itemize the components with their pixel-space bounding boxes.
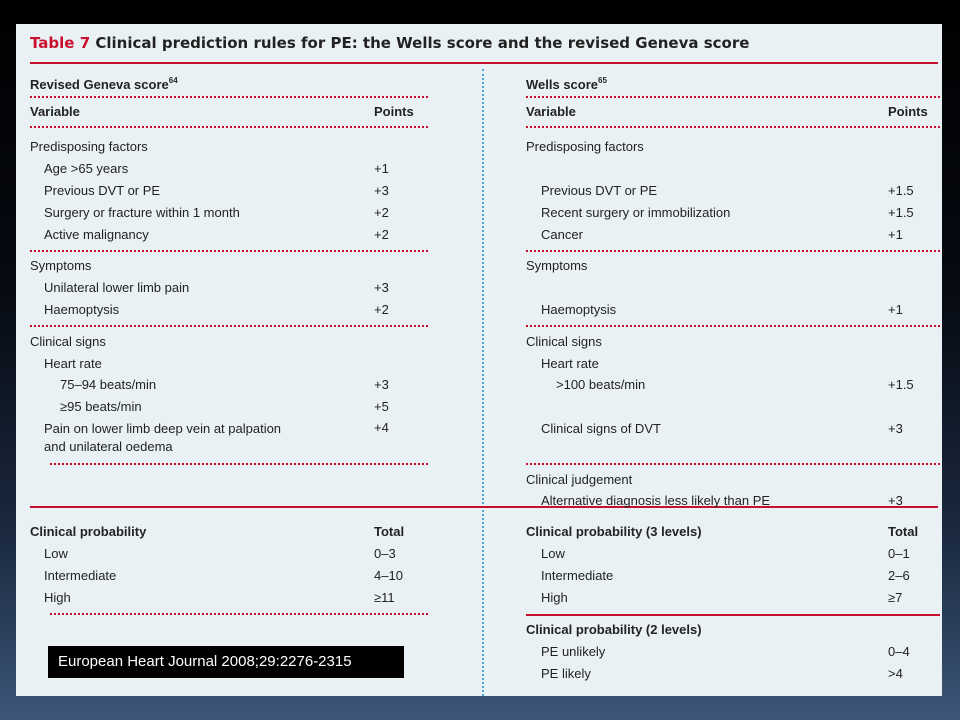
divider <box>526 463 940 465</box>
divider <box>30 325 428 327</box>
column-divider <box>482 69 484 696</box>
mid-rule <box>30 506 938 508</box>
wells-ref: 65 <box>598 76 607 85</box>
divider <box>526 614 940 616</box>
divider <box>30 126 428 128</box>
divider <box>30 96 428 98</box>
divider <box>50 613 428 615</box>
divider <box>526 250 940 252</box>
divider <box>30 250 428 252</box>
source-citation: European Heart Journal 2008;29:2276-2315 <box>48 646 404 678</box>
table-sheet: Table 7 Clinical prediction rules for PE: the Wells score and the revised Geneva score Revised Geneva score$^{64}$ Variable Points Predisposing factors Age >65 years +1 Previous DVT or PE +3 Surgery or fracture within 1 month +2 Active malignancy +2 Symptoms Unilateral lower limb pain +3 Haemoptysis +2 Clinical signs Heart rate 75–94 beats/min +3 ≥95 beats/min +5 Pain on lower limb deep vein at palpation and unilateral oedema +4 Clinical probability Total Low 0–3 Intermediate 4–10 High ≥11 Wells score$^{65}$ Variable Points Predisposing factors Previous DVT or PE +1.5 Recent surgery or immobilization +1.5 Cancer +1 Symptoms Haemoptysis +1 Clinical signs Heart rate >100 beats/min +1.5 Clinical signs of DVT +3 Clinical judgement Alternative diagnosis less likely than PE +3 Clinical probability (3 levels) Total Low 0–1 Intermediate 2–6 High ≥7 Clinical probability (2 levels) PE unlikely 0–4 PE likely >4 <box>16 24 942 696</box>
table-number: Table 7 <box>30 34 91 52</box>
geneva-ref: 64 <box>168 76 178 85</box>
top-rule <box>30 62 938 64</box>
divider <box>526 126 940 128</box>
divider <box>526 96 940 98</box>
table-title: Clinical prediction rules for PE: the Wells score and the revised Geneva score <box>95 34 750 52</box>
table-caption <box>30 34 749 52</box>
divider <box>526 325 940 327</box>
divider <box>50 463 428 465</box>
